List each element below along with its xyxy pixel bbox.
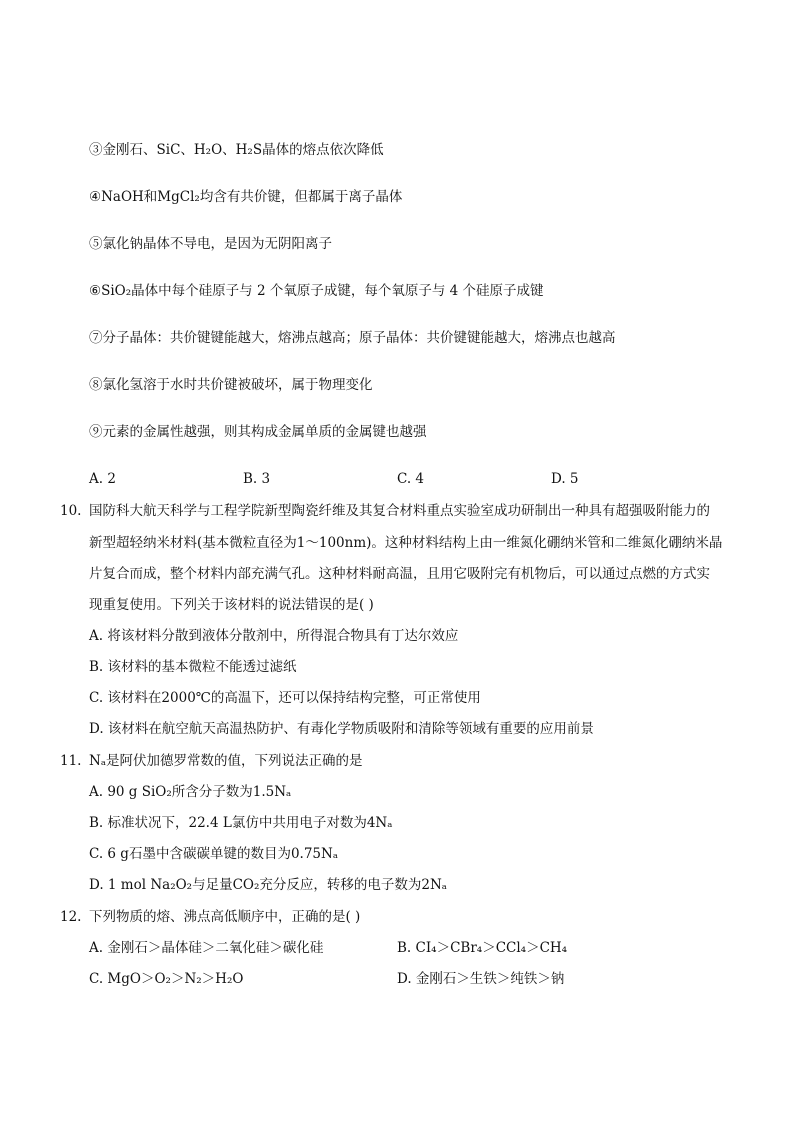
q9-option-b[interactable]: B. 3	[243, 471, 271, 487]
statement-4: ④NaOH和MgCl₂均含有共价键，但都属于离子晶体	[89, 189, 403, 205]
statement-8: ⑧氯化氢溶于水时共价键被破坏，属于物理变化	[89, 377, 373, 393]
q9-option-d[interactable]: D. 5	[551, 471, 579, 487]
q10-option-b[interactable]: B. 该材料的基本微粒不能透过滤纸	[89, 659, 297, 675]
q10-option-d[interactable]: D. 该材料在航空航天高温热防护、有毒化学物质吸附和清除等领域有重要的应用前景	[89, 721, 594, 737]
q12-option-d[interactable]: D. 金刚石＞生铁＞纯铁＞钠	[397, 971, 565, 987]
statement-5: ⑤氯化钠晶体不导电，是因为无阴阳离子	[89, 236, 332, 252]
q12-option-a[interactable]: A. 金刚石＞晶体硅＞二氧化硅＞碳化硅	[89, 940, 324, 956]
statement-3: ③金刚石、SiC、H₂O、H₂S晶体的熔点依次降低	[89, 142, 384, 158]
q10-stem-line-4: 现重复使用。下列关于该材料的说法错误的是( )	[89, 597, 374, 613]
q12-option-c[interactable]: C. MgO＞O₂＞N₂＞H₂O	[89, 971, 244, 987]
q10-number: 10.	[60, 503, 82, 519]
q11-number: 11.	[60, 753, 82, 769]
q10-option-a[interactable]: A. 将该材料分散到液体分散剂中，所得混合物具有丁达尔效应	[89, 628, 459, 644]
q11-option-c[interactable]: C. 6 g石墨中含碳碳单键的数目为0.75Nₐ	[89, 846, 339, 862]
q11-option-b[interactable]: B. 标准状况下，22.4 L氯仿中共用电子对数为4Nₐ	[89, 815, 393, 831]
q10-option-c[interactable]: C. 该材料在2000℃的高温下，还可以保持结构完整，可正常使用	[89, 690, 481, 706]
q9-option-c[interactable]: C. 4	[397, 471, 425, 487]
q10-stem-line-3: 片复合而成，整个材料内部充满气孔。这种材料耐高温，且用它吸附完有机物后，可以通过点燃的方式实	[89, 566, 710, 582]
statement-6: ⑥SiO₂晶体中每个硅原子与 2 个氧原子成键，每个氧原子与 4 个硅原子成键	[89, 283, 544, 299]
q11-option-a[interactable]: A. 90 g SiO₂所含分子数为1.5Nₐ	[89, 784, 292, 800]
q12-number: 12.	[60, 909, 82, 925]
q10-stem-line-1: 国防科大航天科学与工程学院新型陶瓷纤维及其复合材料重点实验室成功研制出一种具有超强吸附能力的	[89, 503, 710, 519]
statement-7: ⑦分子晶体：共价键键能越大，熔沸点越高；原子晶体：共价键键能越大，熔沸点也越高	[89, 330, 616, 346]
statement-9: ⑨元素的金属性越强，则其构成金属单质的金属键也越强	[89, 424, 427, 440]
q10-stem-line-2: 新型超轻纳米材料(基本微粒直径为1～100nm)。这种材料结构上由一维氮化硼纳米管和二维氮化硼纳米晶	[89, 535, 723, 551]
q11-stem: Nₐ是阿伏加德罗常数的值，下列说法正确的是	[89, 753, 363, 769]
q9-option-a[interactable]: A. 2	[89, 471, 116, 487]
q12-option-b[interactable]: B. CI₄＞CBr₄＞CCl₄＞CH₄	[397, 940, 568, 956]
q12-stem: 下列物质的熔、沸点高低顺序中，正确的是( )	[89, 909, 361, 925]
q11-option-d[interactable]: D. 1 mol Na₂O₂与足量CO₂充分反应，转移的电子数为2Nₐ	[89, 877, 448, 893]
